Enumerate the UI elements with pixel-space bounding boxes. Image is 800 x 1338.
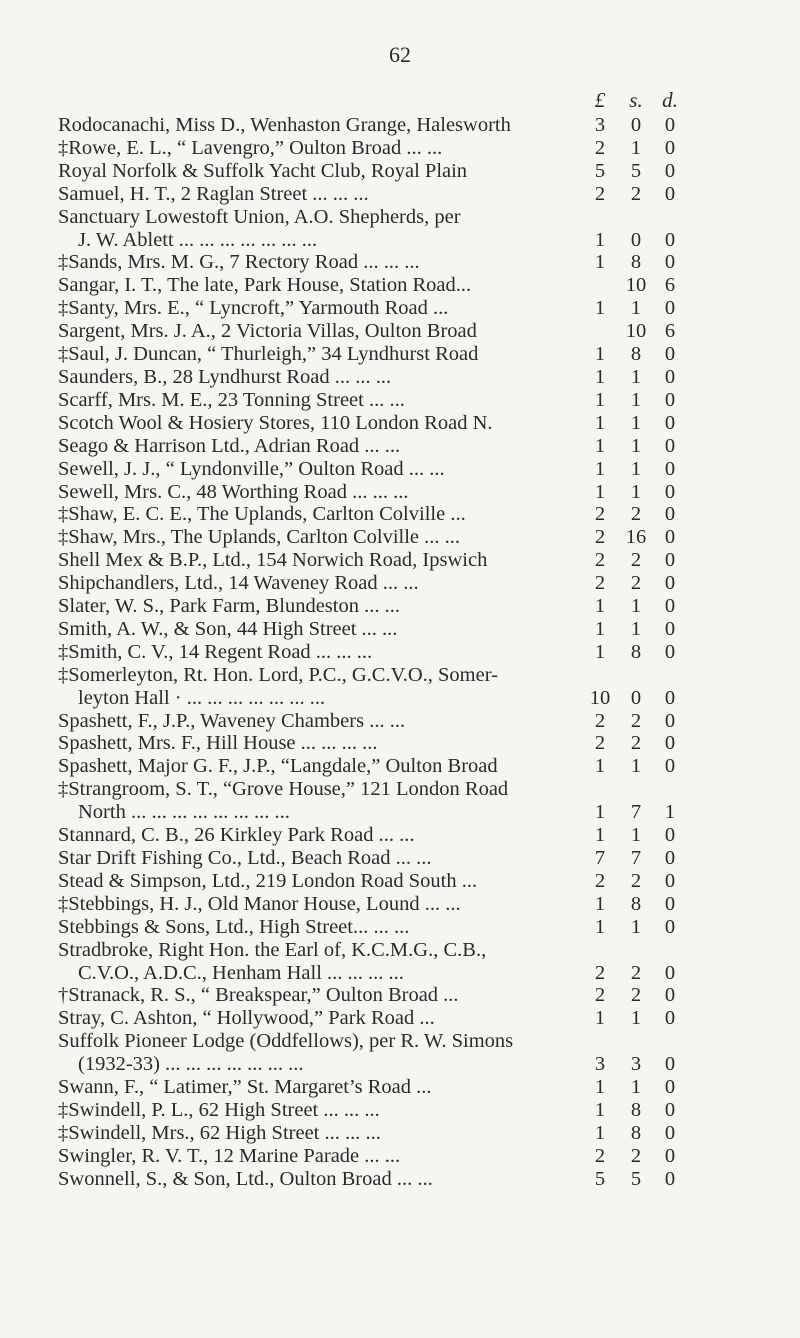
- list-entry: [58, 183, 800, 206]
- amount-shillings: 10: [625, 274, 647, 297]
- amount-pence: 0: [664, 228, 676, 251]
- amount-pence: 0: [664, 182, 676, 205]
- amount-shillings: 0: [630, 114, 642, 136]
- amount-pounds: 2: [594, 182, 606, 205]
- amount-shillings: 2: [630, 732, 642, 755]
- amount-shillings: 7: [630, 801, 642, 824]
- amount-shillings: 1: [630, 755, 642, 778]
- amount-pounds: 1: [594, 480, 606, 503]
- amount-shillings: 2: [630, 984, 642, 1007]
- amount-pence: 0: [664, 114, 676, 136]
- entry-name: Stradbroke, Right Hon. the Earl of, K.C.M.G., C.B.,: [58, 938, 487, 961]
- amount-pounds: 5: [594, 159, 606, 182]
- amount-pence: 1: [664, 801, 676, 824]
- entry-name: ‡Shaw, Mrs., The Uplands, Carlton Colville ... ...: [58, 526, 461, 549]
- entry-name: Spashett, Major G. F., J.P., “Langdale,” Oulton Broad: [58, 755, 498, 778]
- entry-name: ‡Somerleyton, Rt. Hon. Lord, P.C., G.C.V.O., Somer-: [58, 663, 498, 686]
- list-entry: [58, 526, 800, 549]
- list-entry: [58, 343, 800, 366]
- entry-name: Spashett, F., J.P., Waveney Chambers ... ...: [58, 709, 406, 732]
- entry-name: Suffolk Pioneer Lodge (Oddfellows), per R. W. Simons: [58, 1030, 514, 1053]
- amount-pounds: 5: [594, 1167, 606, 1190]
- amount-shillings: 8: [630, 1121, 642, 1144]
- list-entry: [58, 847, 800, 870]
- list-entry: [58, 755, 800, 778]
- amount-pounds: 1: [594, 640, 606, 663]
- amount-pence: 0: [664, 984, 676, 1007]
- list-entry: [58, 206, 800, 252]
- amount-shillings: 8: [630, 343, 642, 366]
- amount-pence: 0: [664, 1076, 676, 1099]
- amount-pence: 0: [664, 1144, 676, 1167]
- amount-pence: 0: [664, 709, 676, 732]
- amount-pence: 0: [664, 755, 676, 778]
- entry-name: Spashett, Mrs. F., Hill House ... ... ... ...: [58, 732, 378, 755]
- amount-shillings: 8: [630, 892, 642, 915]
- amount-pounds: 2: [594, 526, 606, 549]
- entry-name: Slater, W. S., Park Farm, Blundeston ... ...: [58, 595, 400, 618]
- amount-pence: 0: [664, 824, 676, 847]
- entry-name: Shipchandlers, Ltd., 14 Waveney Road ... ...: [58, 572, 419, 595]
- list-entry: [58, 389, 800, 412]
- amount-pounds: 1: [594, 365, 606, 388]
- amount-pounds: 1: [594, 228, 606, 251]
- amount-pence: 0: [664, 503, 676, 526]
- amount-pounds: 2: [594, 869, 606, 892]
- amount-shillings: 8: [630, 1098, 642, 1121]
- amount-pence: 0: [664, 1007, 676, 1030]
- entry-name: ‡Swindell, Mrs., 62 High Street ... ... ...: [58, 1121, 381, 1144]
- amount-pounds: 1: [594, 595, 606, 618]
- amount-pence: 0: [664, 457, 676, 480]
- list-entry: [58, 1145, 800, 1168]
- amount-shillings: 5: [630, 159, 642, 182]
- amount-pounds: 1: [594, 1098, 606, 1121]
- subscriber-list: [58, 114, 800, 1191]
- amount-pence: 0: [664, 136, 676, 159]
- amount-shillings: 1: [630, 824, 642, 847]
- list-entry: [58, 114, 800, 137]
- entry-name: ‡Sands, Mrs. M. G., 7 Rectory Road ... ... ...: [58, 251, 420, 274]
- entry-name: Stray, C. Ashton, “ Hollywood,” Park Road ...: [58, 1007, 435, 1030]
- list-entry: [58, 893, 800, 916]
- entry-name: Samuel, H. T., 2 Raglan Street ... ... ...: [58, 182, 369, 205]
- amount-pence: 0: [664, 549, 676, 572]
- entry-name: ‡Rowe, E. L., “ Lavengro,” Oulton Broad ... ...: [58, 136, 443, 159]
- list-entry: [58, 1168, 800, 1191]
- entry-name: ‡Saul, J. Duncan, “ Thurleigh,” 34 Lyndhurst Road: [58, 343, 479, 366]
- list-entry: [58, 641, 800, 664]
- amount-pence: 0: [664, 1121, 676, 1144]
- amount-shillings: 1: [630, 434, 642, 457]
- entry-name: Royal Norfolk & Suffolk Yacht Club, Royal Plain: [58, 159, 468, 182]
- amount-pence: 6: [664, 320, 676, 343]
- entry-name: Stebbings & Sons, Ltd., High Street... ... ...: [58, 915, 410, 938]
- amount-pounds: 1: [594, 251, 606, 274]
- list-entry: [58, 870, 800, 893]
- amount-shillings: 2: [630, 961, 642, 984]
- amount-shillings: 1: [630, 457, 642, 480]
- entry-name: Sargent, Mrs. J. A., 2 Victoria Villas, Oulton Broad: [58, 320, 477, 343]
- pounds-header: £: [594, 88, 606, 112]
- amount-pence: 0: [664, 1167, 676, 1190]
- entry-continuation: J. W. Ablett ... ... ... ... ... ... ...: [78, 228, 318, 251]
- list-entry: [58, 1076, 800, 1099]
- amount-shillings: 2: [630, 182, 642, 205]
- entry-name: Swann, F., “ Latimer,” St. Margaret’s Road ...: [58, 1076, 432, 1099]
- amount-pounds: 1: [594, 457, 606, 480]
- list-entry: [58, 435, 800, 458]
- amount-pence: 0: [664, 526, 676, 549]
- entry-name: Sewell, Mrs. C., 48 Worthing Road ... ... ...: [58, 480, 409, 503]
- amount-shillings: 5: [630, 1167, 642, 1190]
- amount-pounds: 2: [594, 549, 606, 572]
- list-entry: [58, 549, 800, 572]
- entry-name: ‡Santy, Mrs. E., “ Lyncroft,” Yarmouth Road ...: [58, 297, 449, 320]
- list-entry: [58, 1030, 800, 1076]
- entry-name: ‡Smith, C. V., 14 Regent Road ... ... ...: [58, 640, 373, 663]
- entry-name: Rodocanachi, Miss D., Wenhaston Grange, Halesworth: [58, 114, 511, 136]
- amount-pounds: 3: [594, 1053, 606, 1076]
- amount-shillings: 8: [630, 251, 642, 274]
- entry-continuation: (1932-33) ... ... ... ... ... ... ...: [78, 1053, 304, 1076]
- entry-name: Stannard, C. B., 26 Kirkley Park Road ... ...: [58, 824, 415, 847]
- entry-name: ‡Shaw, E. C. E., The Uplands, Carlton Colville ...: [58, 503, 466, 526]
- entry-name: Sangar, I. T., The late, Park House, Station Road...: [58, 274, 472, 297]
- amount-pence: 6: [664, 274, 676, 297]
- amount-pounds: 2: [594, 732, 606, 755]
- amount-pence: 0: [664, 869, 676, 892]
- amount-shillings: 1: [630, 411, 642, 434]
- amount-pounds: 1: [594, 1076, 606, 1099]
- shillings-header: s.: [629, 88, 643, 112]
- amount-pence: 0: [664, 480, 676, 503]
- amount-shillings: 8: [630, 640, 642, 663]
- amount-shillings: 2: [630, 1144, 642, 1167]
- amount-pence: 0: [664, 572, 676, 595]
- list-entry: [58, 984, 800, 1007]
- amount-column-headers: [0, 88, 800, 114]
- amount-pounds: 2: [594, 572, 606, 595]
- amount-pounds: 2: [594, 503, 606, 526]
- amount-shillings: 1: [630, 1007, 642, 1030]
- amount-pounds: 2: [594, 136, 606, 159]
- entry-name: ‡Swindell, P. L., 62 High Street ... ... ...: [58, 1098, 380, 1121]
- amount-pence: 0: [664, 686, 676, 709]
- list-entry: [58, 297, 800, 320]
- amount-shillings: 2: [630, 869, 642, 892]
- list-entry: [58, 160, 800, 183]
- entry-name: Smith, A. W., & Son, 44 High Street ... ...: [58, 617, 398, 640]
- amount-pounds: 1: [594, 411, 606, 434]
- amount-shillings: 1: [630, 136, 642, 159]
- amount-pounds: 1: [594, 1007, 606, 1030]
- list-entry: [58, 664, 800, 710]
- entry-name: ‡Stebbings, H. J., Old Manor House, Lound ... ...: [58, 892, 461, 915]
- entry-name: Shell Mex & B.P., Ltd., 154 Norwich Road, Ipswich: [58, 549, 488, 572]
- amount-shillings: 1: [630, 388, 642, 411]
- amount-pounds: 7: [594, 847, 606, 869]
- list-entry: [58, 481, 800, 504]
- entry-continuation: North ... ... ... ... ... ... ... ...: [78, 801, 290, 824]
- list-entry: [58, 1122, 800, 1145]
- amount-pounds: 1: [594, 388, 606, 411]
- entry-name: Scarff, Mrs. M. E., 23 Tonning Street ... ...: [58, 388, 405, 411]
- amount-pence: 0: [664, 388, 676, 411]
- amount-shillings: 1: [630, 915, 642, 938]
- amount-pounds: 1: [594, 755, 606, 778]
- amount-pence: 0: [664, 297, 676, 320]
- amount-pence: 0: [664, 1098, 676, 1121]
- amount-pounds: 2: [594, 961, 606, 984]
- amount-pounds: 1: [594, 297, 606, 320]
- amount-pence: 0: [664, 343, 676, 366]
- amount-shillings: 0: [630, 686, 642, 709]
- entry-continuation: C.V.O., A.D.C., Henham Hall ... ... ... ...: [78, 961, 404, 984]
- entry-continuation: leyton Hall · ... ... ... ... ... ... ...: [78, 686, 326, 709]
- list-entry: [58, 1007, 800, 1030]
- amount-pence: 0: [664, 915, 676, 938]
- amount-pence: 0: [664, 1053, 676, 1076]
- amount-pence: 0: [664, 732, 676, 755]
- amount-pence: 0: [664, 365, 676, 388]
- list-entry: [58, 732, 800, 755]
- amount-pounds: 2: [594, 1144, 606, 1167]
- entry-name: †Stranack, R. S., “ Breakspear,” Oulton Broad ...: [58, 984, 459, 1007]
- list-entry: [58, 458, 800, 481]
- list-entry: [58, 1099, 800, 1122]
- entry-name: Saunders, B., 28 Lyndhurst Road ... ... ...: [58, 365, 392, 388]
- list-entry: [58, 595, 800, 618]
- list-entry: [58, 824, 800, 847]
- amount-pence: 0: [664, 847, 676, 869]
- amount-pence: 0: [664, 617, 676, 640]
- amount-shillings: 2: [630, 549, 642, 572]
- amount-pounds: 1: [594, 824, 606, 847]
- amount-pounds: 1: [594, 892, 606, 915]
- list-entry: [58, 916, 800, 939]
- list-entry: [58, 320, 800, 343]
- amount-shillings: 3: [630, 1053, 642, 1076]
- amount-shillings: 1: [630, 1076, 642, 1099]
- amount-shillings: 1: [630, 595, 642, 618]
- pence-header: d.: [662, 88, 678, 112]
- amount-pounds: 2: [594, 984, 606, 1007]
- amount-shillings: 1: [630, 297, 642, 320]
- list-entry: [58, 618, 800, 641]
- amount-shillings: 2: [630, 572, 642, 595]
- amount-pence: 0: [664, 411, 676, 434]
- amount-pounds: 1: [594, 434, 606, 457]
- amount-shillings: 2: [630, 503, 642, 526]
- entry-name: Stead & Simpson, Ltd., 219 London Road South ...: [58, 869, 478, 892]
- list-entry: [58, 503, 800, 526]
- entry-name: Swonnell, S., & Son, Ltd., Oulton Broad ... ...: [58, 1167, 433, 1190]
- amount-pounds: 1: [594, 801, 606, 824]
- list-entry: [58, 274, 800, 297]
- amount-pounds: 1: [594, 1121, 606, 1144]
- amount-pounds: 1: [594, 617, 606, 640]
- amount-pence: 0: [664, 251, 676, 274]
- amount-shillings: 10: [625, 320, 647, 343]
- list-entry: [58, 939, 800, 985]
- amount-pence: 0: [664, 434, 676, 457]
- entry-name: ‡Strangroom, S. T., “Grove House,” 121 London Road: [58, 778, 509, 801]
- amount-shillings: 0: [630, 228, 642, 251]
- amount-shillings: 2: [630, 709, 642, 732]
- amount-pounds: 3: [594, 114, 606, 136]
- list-entry: [58, 137, 800, 160]
- list-entry: [58, 366, 800, 389]
- amount-shillings: 1: [630, 365, 642, 388]
- list-entry: [58, 710, 800, 733]
- entry-name: Sanctuary Lowestoft Union, A.O. Shepherds, per: [58, 205, 461, 228]
- amount-shillings: 16: [625, 526, 647, 549]
- entry-name: Scotch Wool & Hosiery Stores, 110 London Road N.: [58, 411, 493, 434]
- entry-name: Swingler, R. V. T., 12 Marine Parade ... ...: [58, 1144, 401, 1167]
- amount-pence: 0: [664, 640, 676, 663]
- amount-shillings: 1: [630, 617, 642, 640]
- entry-name: Star Drift Fishing Co., Ltd., Beach Road ... ...: [58, 847, 432, 869]
- list-entry: [58, 412, 800, 435]
- list-entry: [58, 572, 800, 595]
- entry-name: Seago & Harrison Ltd., Adrian Road ... ...: [58, 434, 401, 457]
- list-entry: [58, 251, 800, 274]
- amount-pence: 0: [664, 961, 676, 984]
- amount-shillings: 1: [630, 480, 642, 503]
- entry-name: Sewell, J. J., “ Lyndonville,” Oulton Road ... ...: [58, 457, 445, 480]
- amount-pence: 0: [664, 892, 676, 915]
- page-number: 62: [389, 42, 411, 67]
- amount-pounds: 10: [589, 686, 611, 709]
- amount-shillings: 7: [630, 847, 642, 869]
- amount-pounds: 2: [594, 709, 606, 732]
- list-entry: [58, 778, 800, 824]
- amount-pence: 0: [664, 595, 676, 618]
- amount-pounds: 1: [594, 343, 606, 366]
- amount-pounds: 1: [594, 915, 606, 938]
- amount-pence: 0: [664, 159, 676, 182]
